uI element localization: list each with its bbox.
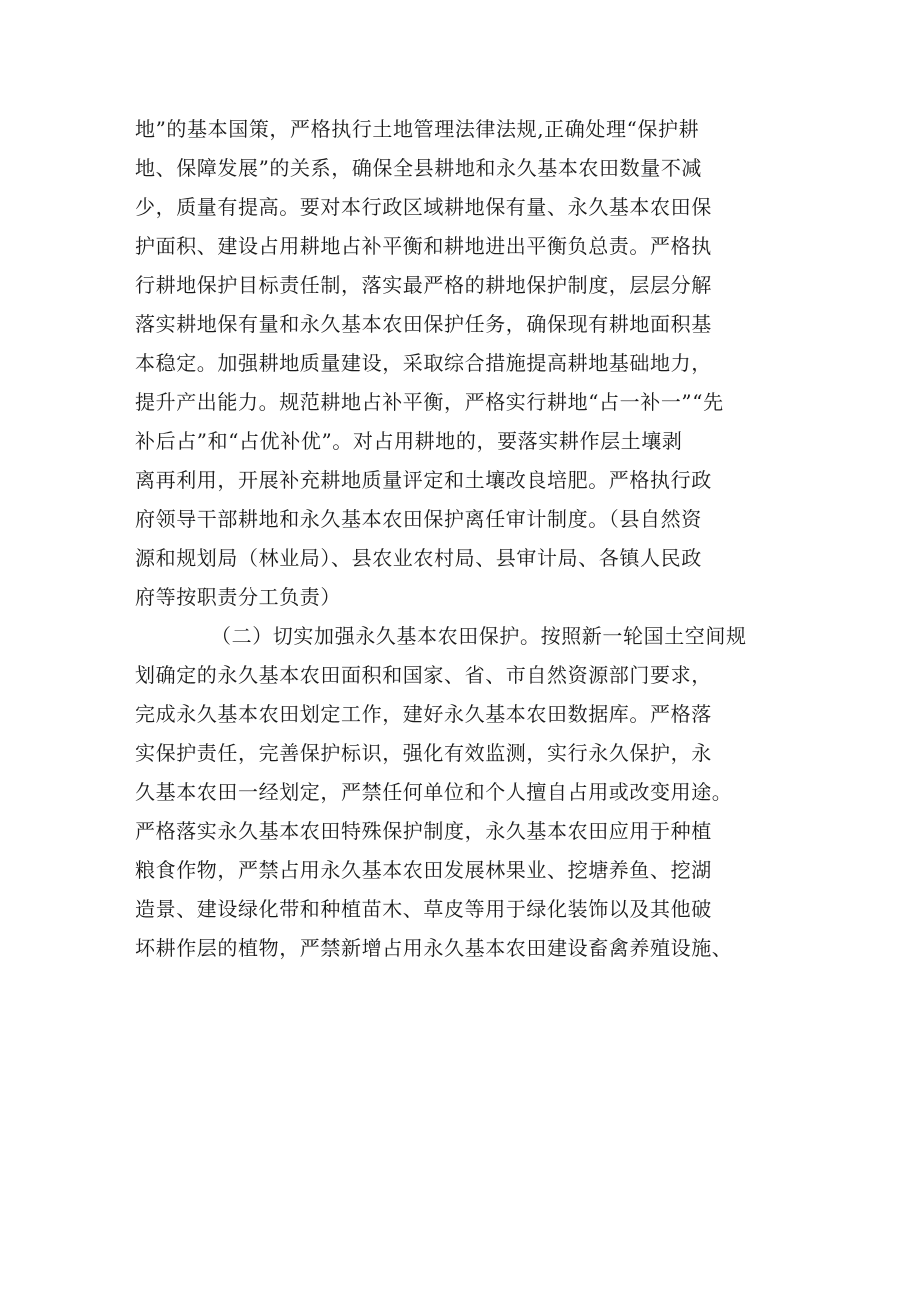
text-line: 提升产出能力。规范耕地占补平衡，严格实行耕地“占一补一”“先 [135, 390, 724, 414]
text-line: 严格落实永久基本农田特殊保护制度，永久基本农田应用于种植 [135, 819, 712, 843]
text-line: 造景、建设绿化带和种植苗木、草皮等用于绿化装饰以及其他破 [135, 897, 712, 921]
text-line: 地”的基本国策，严格执行土地管理法律法规,正确处理“保护耕 [135, 117, 700, 141]
text-line: 府等按职责分工负责） [135, 585, 341, 609]
text-line: 粮食作物，严禁占用永久基本农田发展林果业、挖塘养鱼、挖湖 [135, 858, 712, 882]
body-text [135, 110, 815, 968]
text-line: 离再利用，开展补充耕地质量评定和土壤改良培肥。严格执行政 [135, 468, 712, 492]
text-line: 源和规划局（林业局）、县农业农村局、县审计局、各镇人民政 [135, 546, 702, 570]
text-line: 划确定的永久基本农田面积和国家、省、市自然资源部门要求， [135, 663, 712, 687]
text-line: 补后占”和“占优补优”。对占用耕地的，要落实耕作层土壤剥 [135, 429, 683, 453]
text-line: 完成永久基本农田划定工作，建好永久基本农田数据库。严格落 [135, 702, 712, 726]
text-line: 落实耕地保有量和永久基本农田保护任务，确保现有耕地面积基 [135, 312, 712, 336]
text-line: 实保护责任，完善保护标识，强化有效监测，实行永久保护，永 [135, 741, 712, 765]
text-line: 本稳定。加强耕地质量建设，采取综合措施提高耕地基础地力， [135, 351, 712, 375]
text-line: 护面积、建设占用耕地占补平衡和耕地进出平衡负总责。严格执 [135, 234, 712, 258]
text-line: 地、保障发展”的关系，确保全县耕地和永久基本农田数量不减 [135, 156, 703, 180]
text-line: 府领导干部耕地和永久基本农田保护离任审计制度。（县自然资 [135, 507, 702, 531]
text-line: 行耕地保护目标责任制，落实最严格的耕地保护制度，层层分解 [135, 273, 712, 297]
text-line: 少，质量有提高。要对本行政区域耕地保有量、永久基本农田保 [135, 195, 712, 219]
text-line: 坏耕作层的植物，严禁新增占用永久基本农田建设畜禽养殖设施、 [135, 936, 733, 960]
text-line: 久基本农田一经划定，严禁任何单位和个人擅自占用或改变用途。 [135, 780, 733, 804]
section-heading-line: （二）切实加强永久基本农田保护。按照新一轮国土空间规 [211, 624, 747, 648]
